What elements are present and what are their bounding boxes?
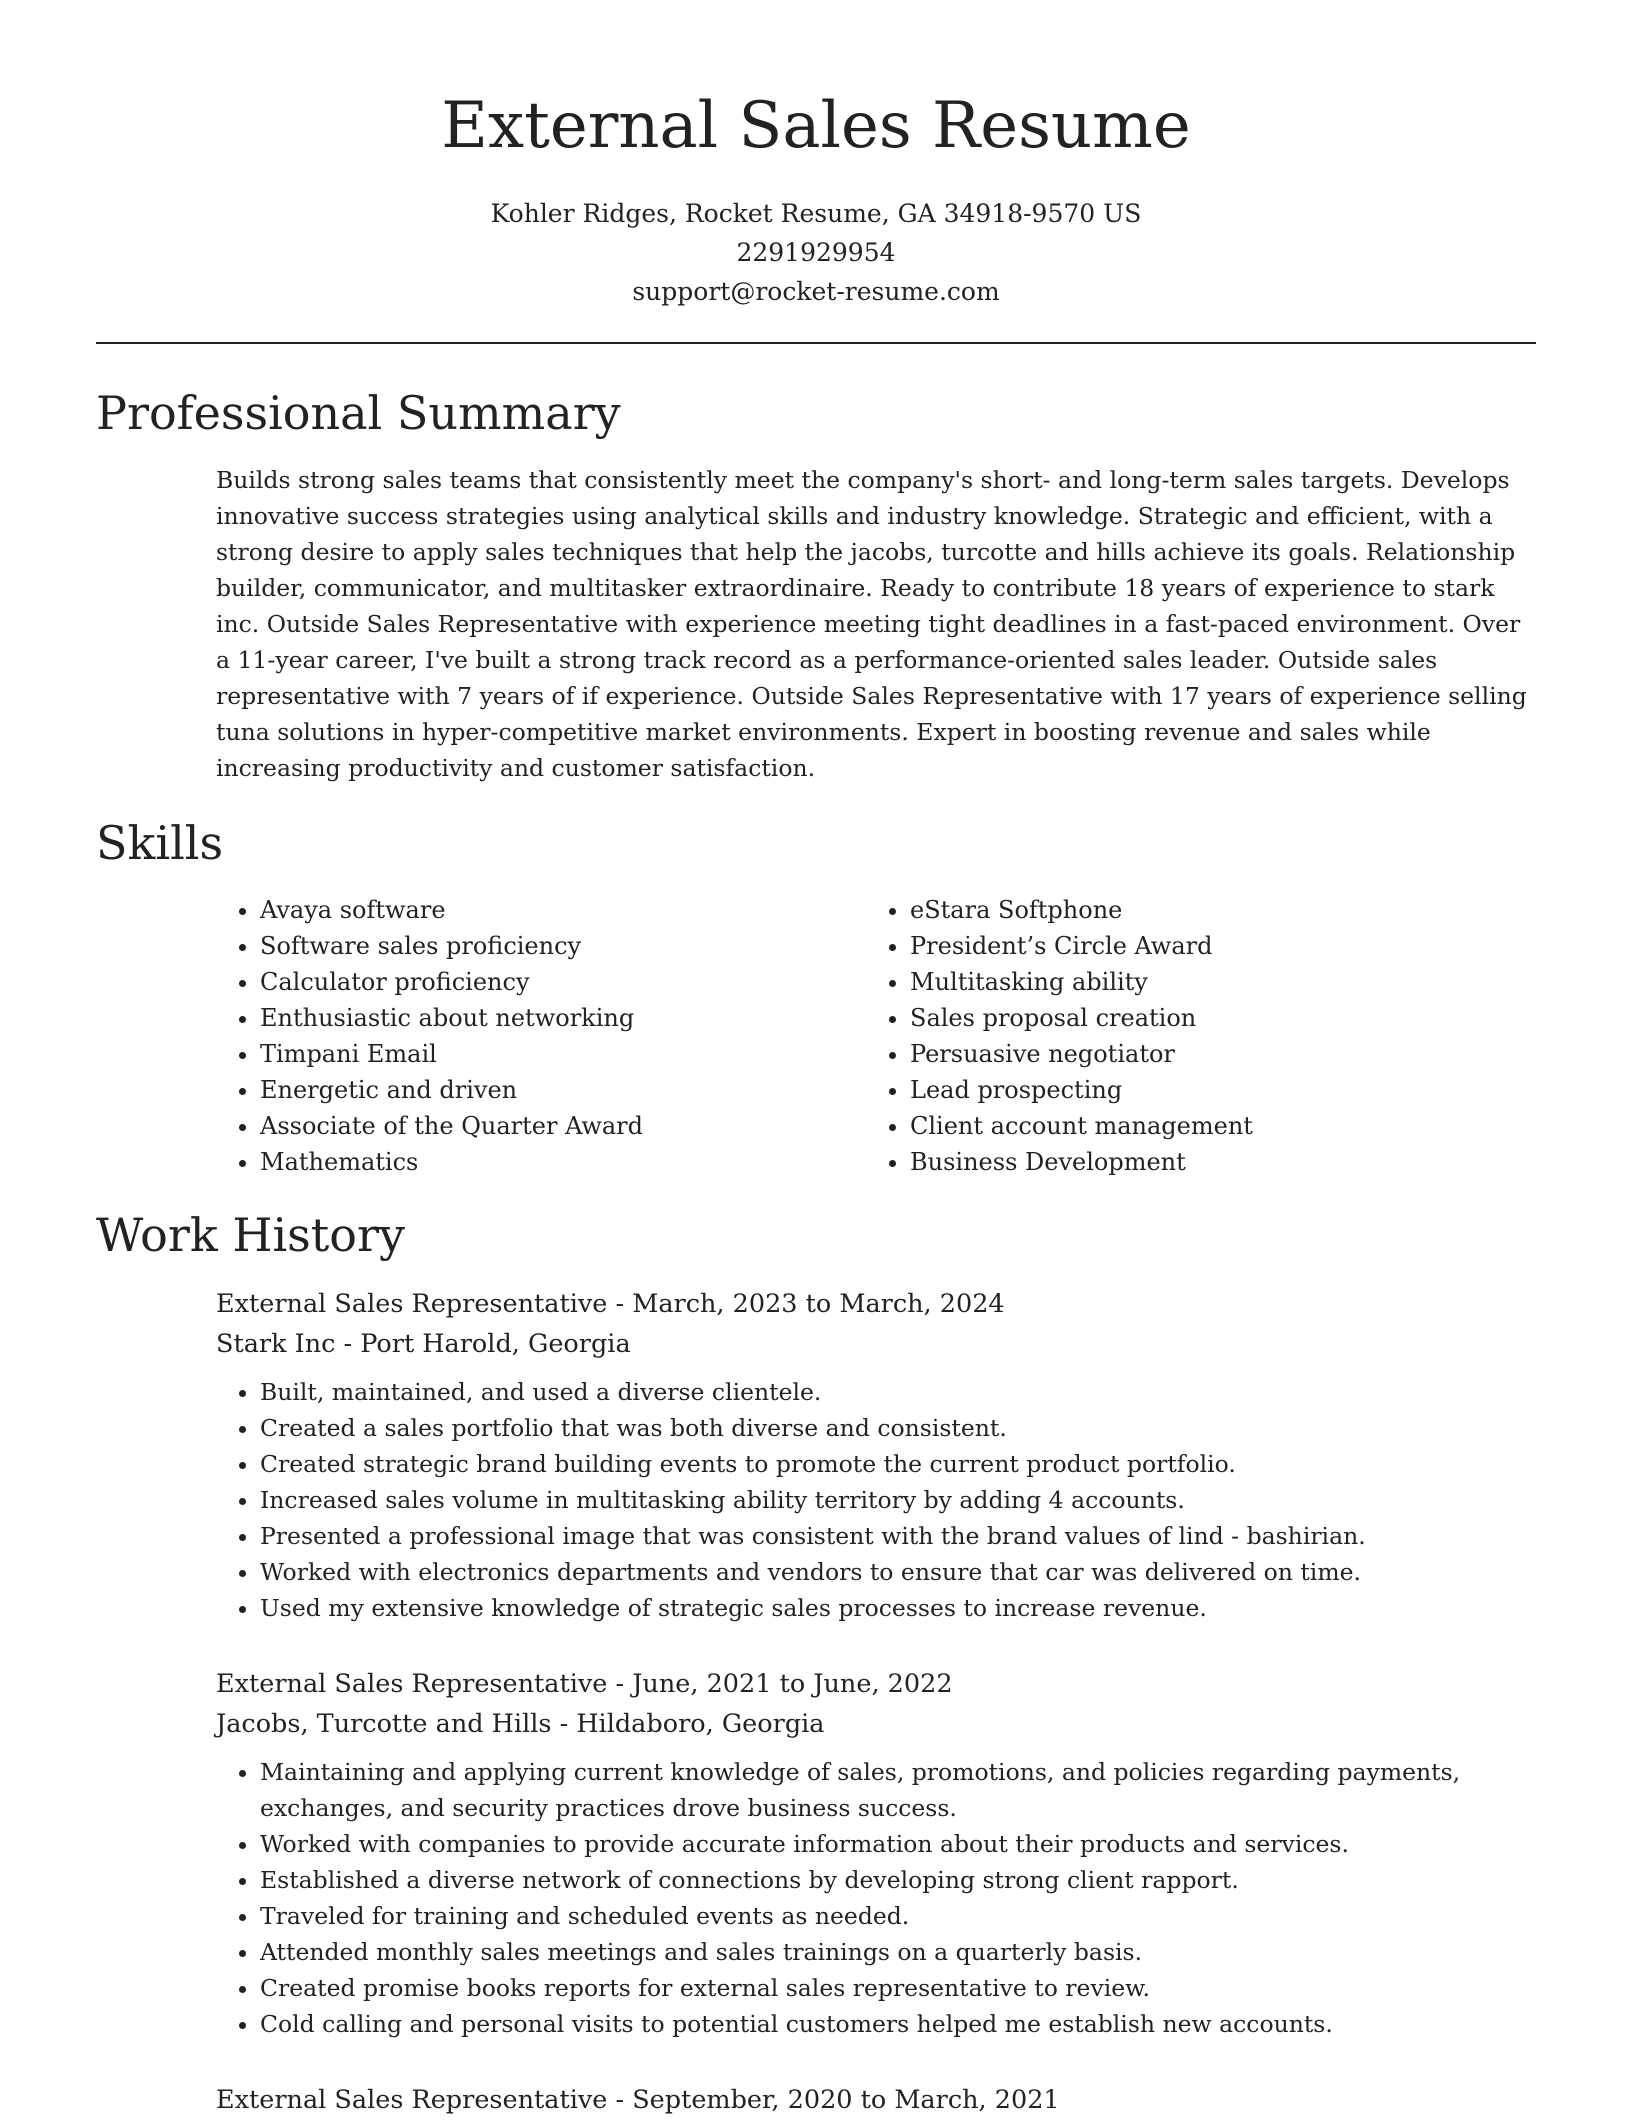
job-company: Jacobs, Turcotte and Hills — [216, 1709, 552, 1739]
skill-item: • Client account management — [910, 1108, 1253, 1144]
job-bullet: • Worked with electronics departments and vendors to ensure that car was delivered on time. — [260, 1554, 1538, 1590]
job-bullet: • Created promise books reports for external sales representative to review. — [260, 1970, 1538, 2006]
job-bullet: • Worked with companies to provide accurate information about their products and services. — [260, 1826, 1538, 1862]
job-title-line — [216, 1284, 1538, 1324]
contact-address: Kohler Ridges, Rocket Resume, GA 34918-9570 US — [490, 199, 1142, 228]
job-entry — [216, 2080, 1538, 2120]
job-company-line — [216, 1704, 1538, 1744]
job-dates: June, 2021 to June, 2022 — [632, 1669, 953, 1699]
job-title-line — [216, 2080, 1538, 2120]
job-location: Hildaboro, Georgia — [576, 1709, 825, 1739]
skill-item: • Timpani Email — [260, 1036, 643, 1072]
job-bullet: • Used my extensive knowledge of strategic sales processes to increase revenue. — [260, 1590, 1538, 1626]
job-entry — [216, 1284, 1538, 1626]
job-company: Stark Inc — [216, 1329, 336, 1359]
skill-item: • Mathematics — [260, 1144, 643, 1180]
skill-item: • President’s Circle Award — [910, 928, 1253, 964]
skills-list-left — [216, 892, 643, 1180]
job-entry — [216, 1664, 1538, 2042]
resume-title: External Sales Resume — [441, 89, 1191, 163]
job-separator: - — [607, 1669, 633, 1699]
job-separator: - — [607, 2085, 633, 2115]
job-title: External Sales Representative — [216, 2085, 608, 2115]
skill-item: • Associate of the Quarter Award — [260, 1108, 643, 1144]
job-bullet: • Created strategic brand building events to promote the current product portfolio. — [260, 1446, 1538, 1482]
job-separator: - — [607, 1289, 633, 1319]
job-dates: September, 2020 to March, 2021 — [632, 2085, 1060, 2115]
job-bullet: • Created a sales portfolio that was both diverse and consistent. — [260, 1410, 1538, 1446]
contact-block — [0, 194, 1632, 311]
skill-item: • Calculator proficiency — [260, 964, 643, 1000]
job-bullet-list — [216, 1374, 1538, 1626]
skill-item: • Energetic and driven — [260, 1072, 643, 1108]
job-title-line — [216, 1664, 1538, 1704]
header-divider — [96, 342, 1536, 344]
work-heading: Work History — [96, 1208, 405, 1262]
job-company-line — [216, 1324, 1538, 1364]
job-bullet: • Increased sales volume in multitasking ability territory by adding 4 accounts. — [260, 1482, 1538, 1518]
skill-item: • Lead prospecting — [910, 1072, 1253, 1108]
job-title: External Sales Representative — [216, 1289, 608, 1319]
contact-email: support@rocket-resume.com — [632, 277, 1000, 306]
contact-phone: 2291929954 — [736, 238, 896, 267]
summary-text: Builds strong sales teams that consistently meet the company's short- and long-term sales targets. Develops innovative success strategies using analytical skills and industry knowledge. Strategic and efficient, with a strong desire to apply sales techniques that help the jacobs, turcotte and hills achieve its goals. Relationship builder, communicator, and multitasker extraordinaire. Ready to contribute 18 years of experience to stark inc. Outside Sales Representative with experience meeting tight deadlines in a fast-paced environment. Over a 11-year career, I've built a strong track record as a performance-oriented sales leader. Outside sales representative with 7 years of if experience. Outside Sales Representative with 17 years of experience selling tuna solutions in hyper-competitive market environments. Expert in boosting revenue and sales while increasing productivity and customer satisfaction. — [216, 466, 1527, 782]
job-bullet: • Established a diverse network of connections by developing strong client rapport. — [260, 1862, 1538, 1898]
skill-item: • Business Development — [910, 1144, 1253, 1180]
job-title: External Sales Representative — [216, 1669, 608, 1699]
job-separator: - — [551, 1709, 577, 1739]
skill-item: • Sales proposal creation — [910, 1000, 1253, 1036]
job-dates: March, 2023 to March, 2024 — [632, 1289, 1005, 1319]
job-bullet: • Maintaining and applying current knowledge of sales, promotions, and policies regarding payments, exchanges, and security practices drove business success. — [260, 1754, 1538, 1826]
skill-item: • Persuasive negotiator — [910, 1036, 1253, 1072]
summary-heading: Professional Summary — [96, 386, 621, 440]
job-location: Port Harold, Georgia — [360, 1329, 631, 1359]
skills-heading: Skills — [96, 816, 224, 870]
skill-item: • Avaya software — [260, 892, 643, 928]
skills-list-right — [866, 892, 1253, 1180]
job-bullet: • Attended monthly sales meetings and sales trainings on a quarterly basis. — [260, 1934, 1538, 1970]
skill-item: • Software sales proficiency — [260, 928, 643, 964]
job-bullet-list — [216, 1754, 1538, 2042]
job-bullet: • Built, maintained, and used a diverse clientele. — [260, 1374, 1538, 1410]
job-separator: - — [335, 1329, 361, 1359]
skill-item: • Enthusiastic about networking — [260, 1000, 643, 1036]
job-bullet: • Cold calling and personal visits to potential customers helped me establish new accounts. — [260, 2006, 1538, 2042]
job-bullet: • Traveled for training and scheduled events as needed. — [260, 1898, 1538, 1934]
job-bullet: • Presented a professional image that was consistent with the brand values of lind - bashirian. — [260, 1518, 1538, 1554]
skill-item: • eStara Softphone — [910, 892, 1253, 928]
skill-item: • Multitasking ability — [910, 964, 1253, 1000]
